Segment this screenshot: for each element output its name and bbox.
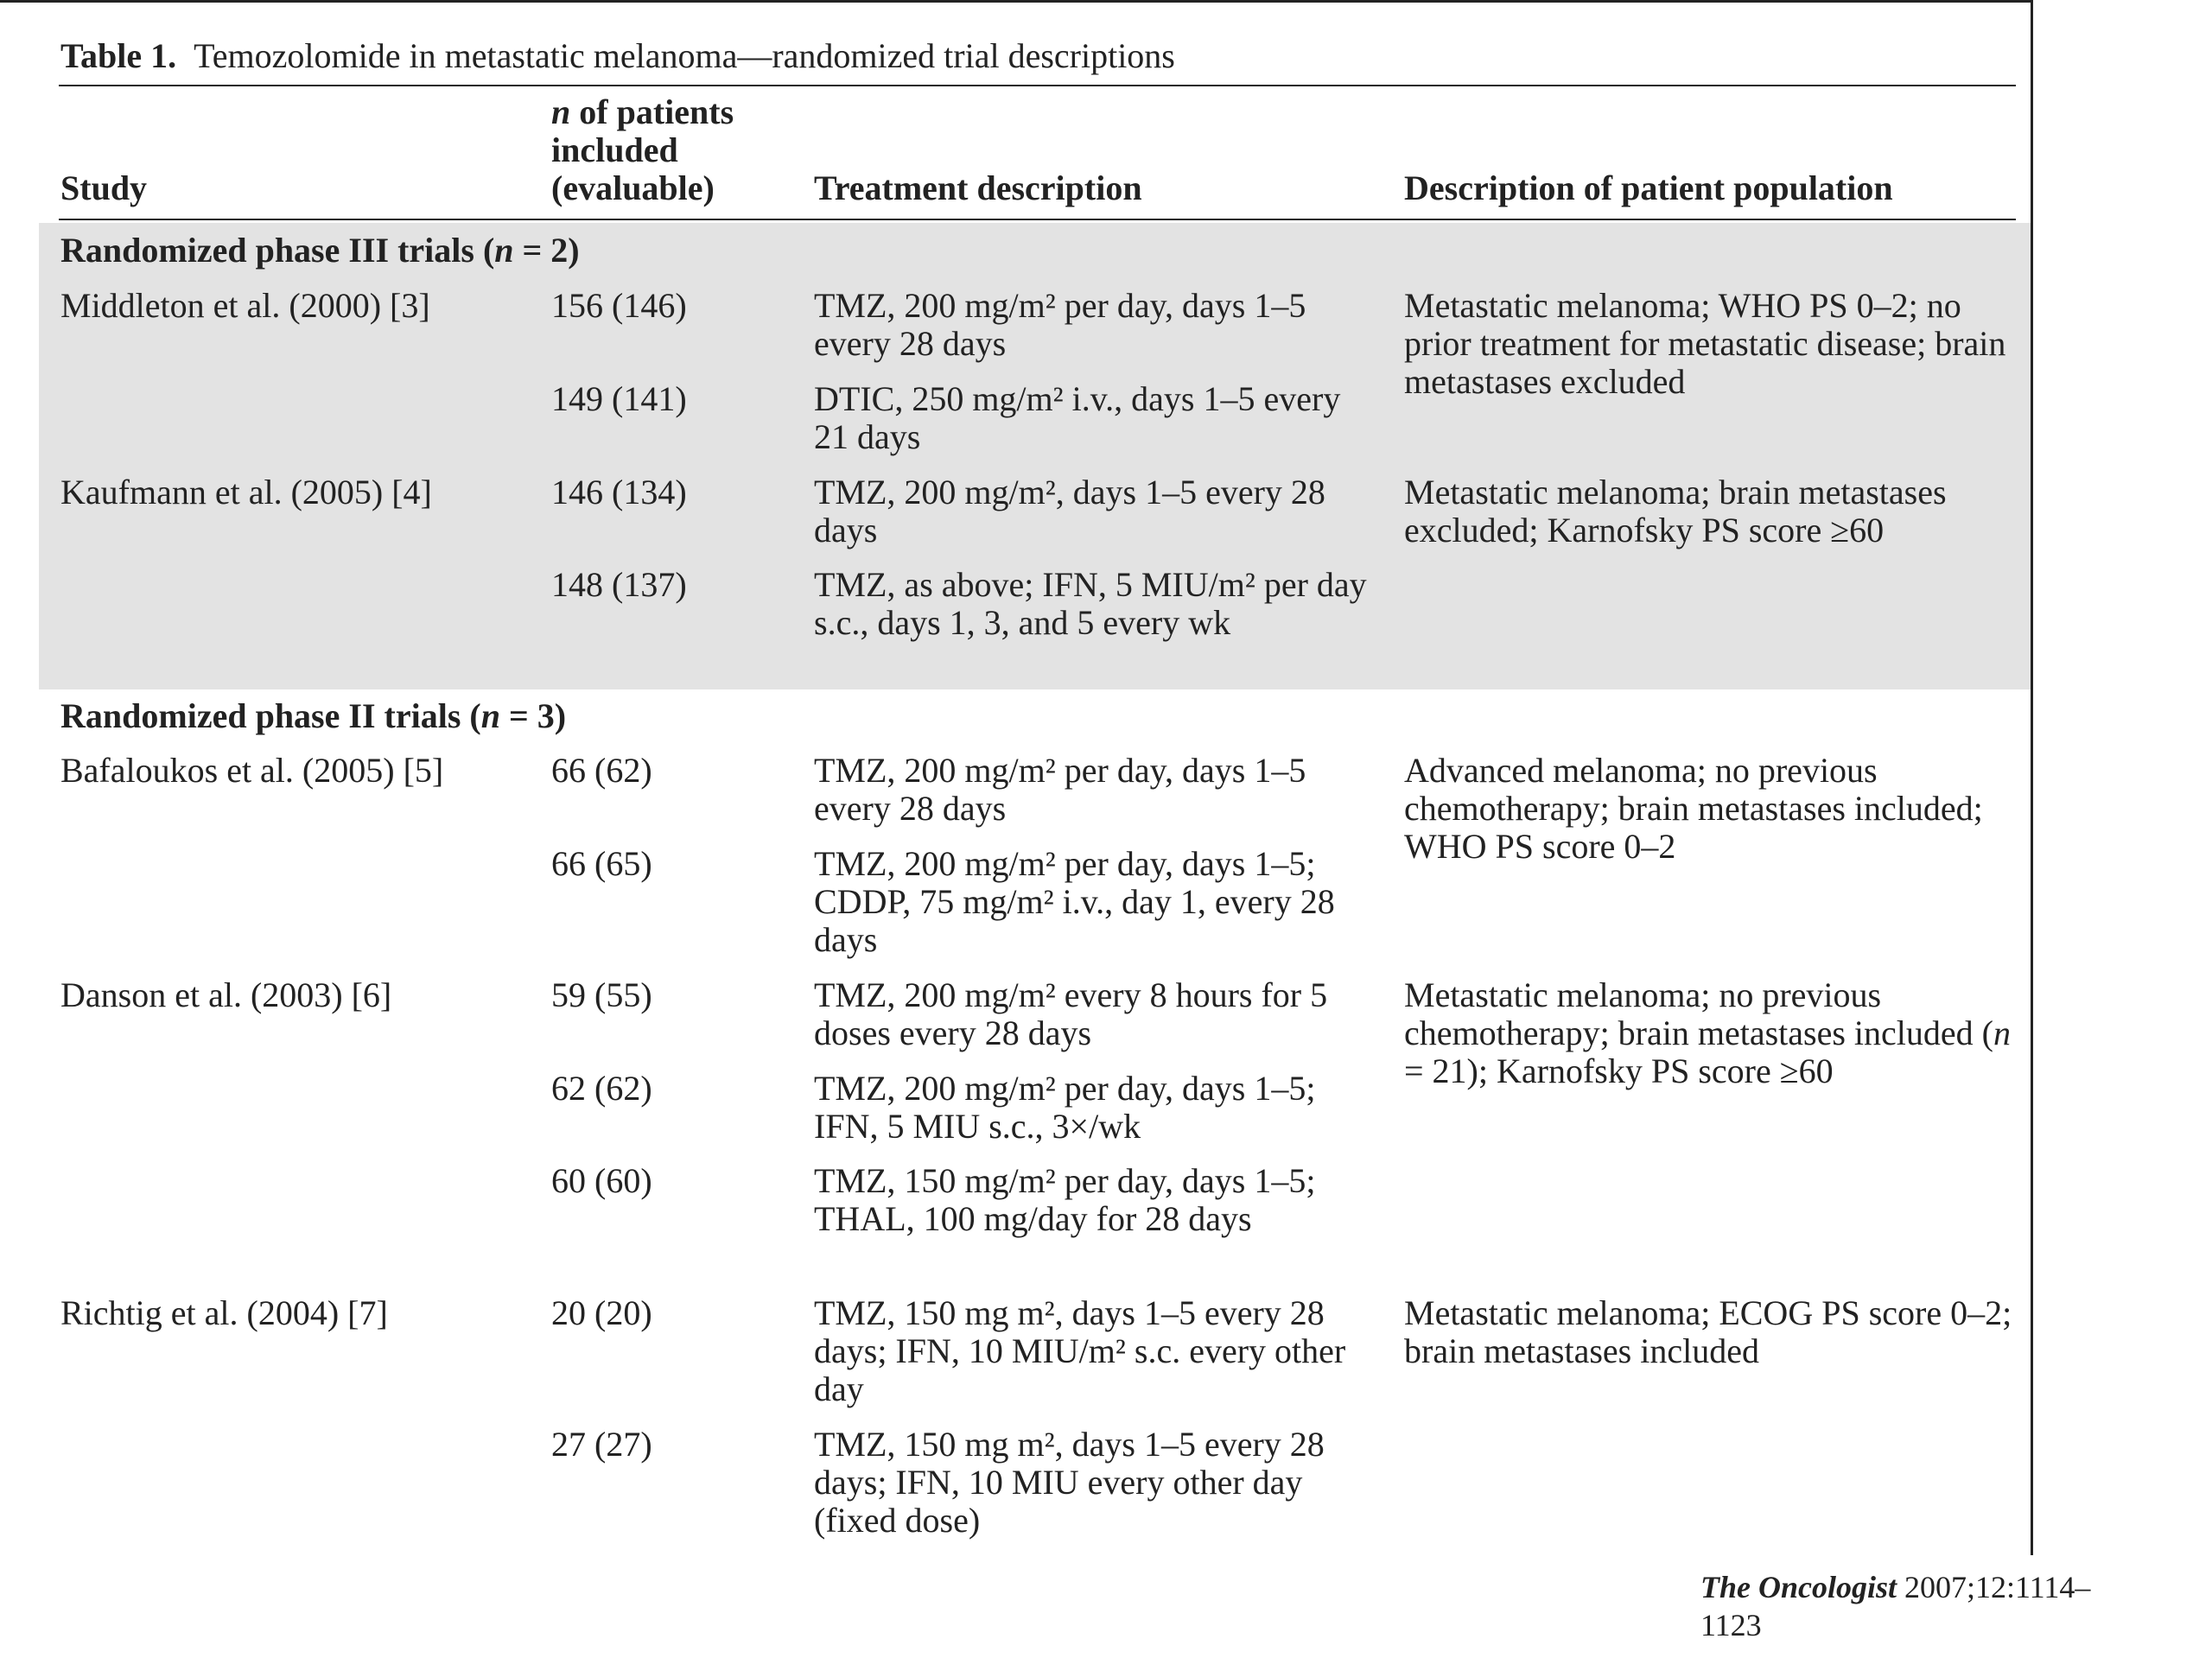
- population-text: Metastatic melanoma; no previous chemotherapy; brain metastases included (: [1404, 975, 1993, 1052]
- arm-n: 146 (134): [551, 473, 687, 511]
- header-treatment: Treatment description: [814, 168, 1142, 207]
- rule-top: [59, 85, 2016, 86]
- study-name: Danson et al. (2003) [6]: [60, 975, 392, 1014]
- arm-treatment: TMZ, 200 mg/m² per day, days 1–5 every 28 days: [814, 286, 1306, 363]
- arm-treatment: TMZ, 150 mg m², days 1–5 every 28 days; IFN, 10 MIU every other day (fixed dose): [814, 1425, 1325, 1540]
- group-label-n: n: [480, 696, 500, 735]
- population-n: n: [1993, 1013, 2011, 1052]
- group-label: = 2): [513, 231, 580, 270]
- arm-n: 59 (55): [551, 975, 652, 1014]
- arm-n: 66 (65): [551, 844, 652, 883]
- journal-name: The Oncologist: [1700, 1570, 1897, 1604]
- arm-n: 60 (60): [551, 1161, 652, 1200]
- group-label: = 3): [499, 696, 567, 735]
- header-study: Study: [60, 168, 148, 207]
- arm-n: 156 (146): [551, 286, 687, 325]
- study-name: Kaufmann et al. (2005) [4]: [60, 473, 432, 511]
- study-population: [1404, 976, 2026, 1090]
- header-n-line1: of patients: [570, 92, 734, 131]
- group-phase-ii: [60, 697, 566, 735]
- arm-treatment: DTIC, 250 mg/m² i.v., days 1–5 every 21 days: [814, 379, 1341, 456]
- table-label: Table 1.: [60, 36, 177, 75]
- group-label-n: n: [494, 231, 514, 270]
- table-title: Temozolomide in metastatic melanoma—randomized trial descriptions: [194, 36, 1175, 75]
- arm-n: 148 (137): [551, 565, 687, 604]
- study-name: Richtig et al. (2004) [7]: [60, 1293, 388, 1332]
- arm-treatment: TMZ, 150 mg/m² per day, days 1–5; THAL, 100 mg/day for 28 days: [814, 1161, 1316, 1238]
- arm-n: 27 (27): [551, 1425, 652, 1464]
- header-n-line3: (evaluable): [551, 168, 715, 207]
- header-population: Description of patient population: [1404, 168, 1893, 207]
- study-name: Middleton et al. (2000) [3]: [60, 286, 430, 325]
- study-population: Metastatic melanoma; brain metastases excluded; Karnofsky PS score ≥60: [1404, 473, 1947, 549]
- arm-treatment: TMZ, as above; IFN, 5 MIU/m² per day s.c., days 1, 3, and 5 every wk: [814, 565, 1367, 642]
- rule-header: [59, 219, 2016, 220]
- arm-treatment: TMZ, 200 mg/m² per day, days 1–5; IFN, 5 MIU s.c., 3×/wk: [814, 1069, 1316, 1146]
- arm-treatment: TMZ, 200 mg/m² every 8 hours for 5 doses every 28 days: [814, 975, 1328, 1052]
- study-population: Metastatic melanoma; WHO PS 0–2; no prior treatment for metastatic disease; brain metastases excluded: [1404, 286, 2006, 401]
- arm-treatment: TMZ, 150 mg m², days 1–5 every 28 days; IFN, 10 MIU/m² s.c. every other day: [814, 1293, 1346, 1408]
- journal-citation: [1700, 1568, 2150, 1644]
- arm-treatment: TMZ, 200 mg/m², days 1–5 every 28 days: [814, 473, 1325, 549]
- study-name: Bafaloukos et al. (2005) [5]: [60, 751, 444, 790]
- group-label: Randomized phase III trials (: [60, 231, 495, 270]
- arm-n: 66 (62): [551, 751, 652, 790]
- arm-n: 149 (141): [551, 379, 687, 418]
- header-n-patients: [551, 93, 734, 207]
- arm-n: 20 (20): [551, 1293, 652, 1332]
- header-n-line2: included: [551, 130, 678, 169]
- table-caption: [60, 35, 1175, 78]
- journal-ref: 2007;12:1114–1123: [1700, 1570, 2091, 1642]
- group-phase-iii: [60, 232, 580, 270]
- group-label: Randomized phase II trials (: [60, 696, 481, 735]
- study-population: Advanced melanoma; no previous chemotherapy; brain metastases included; WHO PS score 0–2: [1404, 751, 1983, 866]
- header-n-italic: n: [551, 92, 571, 131]
- arm-treatment: TMZ, 200 mg/m² per day, days 1–5 every 28 days: [814, 751, 1306, 828]
- arm-treatment: TMZ, 200 mg/m² per day, days 1–5; CDDP, 75 mg/m² i.v., day 1, every 28 days: [814, 844, 1335, 959]
- arm-n: 62 (62): [551, 1069, 652, 1108]
- population-text: = 21); Karnofsky PS score ≥60: [1404, 1051, 1834, 1090]
- study-population: Metastatic melanoma; ECOG PS score 0–2; brain metastases included: [1404, 1293, 2012, 1370]
